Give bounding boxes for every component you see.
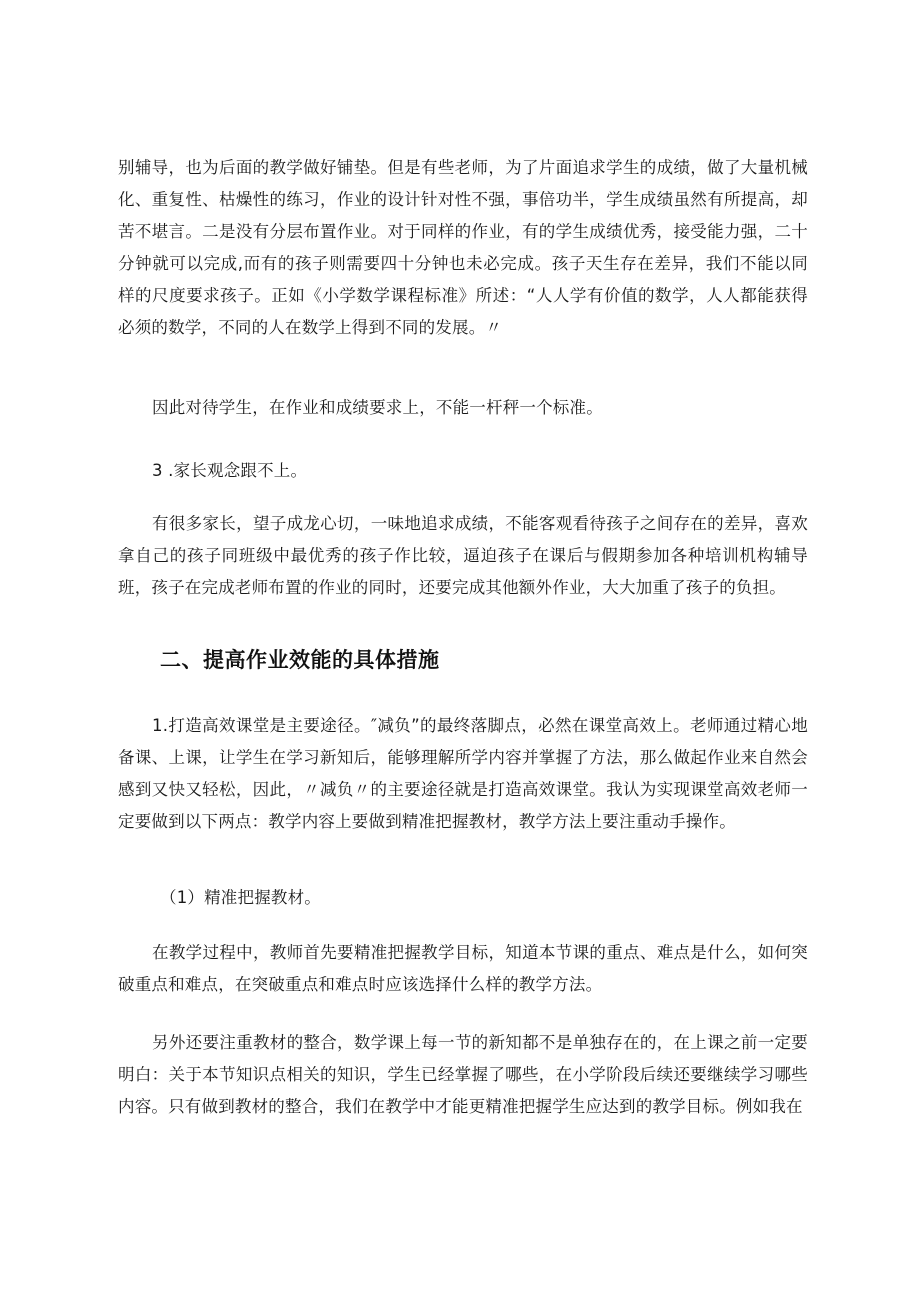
- subheading-grasp-textbook: （1）精准把握教材。: [160, 888, 321, 907]
- paragraph-standard: 因此对待学生，在作业和成绩要求上，不能一杆秤一个标准。: [152, 398, 603, 417]
- section-heading: 二、提高作业效能的具体措施: [160, 648, 440, 672]
- paragraph-continuation: 别辅导，也为后面的教学做好铺垫。但是有些老师，为了片面追求学生的成绩，做了大量机械化、重复性、枯燥性的练习，作业的设计针对性不强，事倍功半，学生成绩虽然有所提高，却苦不堪言。二是没有分层布置作业。对于同样的作业，有的学生成绩优秀，接受能力强，二十分钟就可以完成,而有的孩子则需要四十分钟也未必完成。孩子天生存在差异，我们不能以同样的尺度要求孩子。正如《小学数学课程标准》所述：“人人学有价值的数学，人人都能获得必须的数学，不同的人在数学上得到不同的发展。〃: [118, 158, 808, 337]
- paragraph-textbook-integration: 另外还要注重教材的整合，数学课上每一节的新知都不是单独存在的，在上课之前一定要明白：关于本节知识点相关的知识，学生已经掌握了哪些，在小学阶段后续还要继续学习哪些内容。只有做到教材的整合，我们在教学中才能更精准把握学生应达到的教学目标。例如我在: [118, 1033, 808, 1116]
- paragraph-teaching-goals: 在教学过程中，教师首先要精准把握教学目标，知道本节课的重点、难点是什么，如何突破重点和难点，在突破重点和难点时应该选择什么样的教学方法。: [118, 943, 808, 994]
- paragraph-parents: 有很多家长，望子成龙心切，一味地追求成绩，不能客观看待孩子之间存在的差异，喜欢拿自己的孩子同班级中最优秀的孩子作比较，逼迫孩子在课后与假期参加各种培训机构辅导班，孩子在完成老师布置的作业的同时，还要完成其他额外作业，大大加重了孩子的负担。: [118, 514, 808, 597]
- paragraph-efficient-classroom: 1.打造高效课堂是主要途径。″减负”的最终落脚点，必然在课堂高效上。老师通过精心地备课、上课，让学生在学习新知后，能够理解所学内容并掌握了方法，那么做起作业来自然会感到又快又轻松，因此，〃减负〃的主要途径就是打造高效课堂。我认为实现课堂高效老师一定要做到以下两点：教学内容上要做到精准把握教材，教学方法上要注重动手操作。: [118, 716, 808, 831]
- subheading-parent-attitude: 3 .家长观念跟不上。: [152, 461, 308, 480]
